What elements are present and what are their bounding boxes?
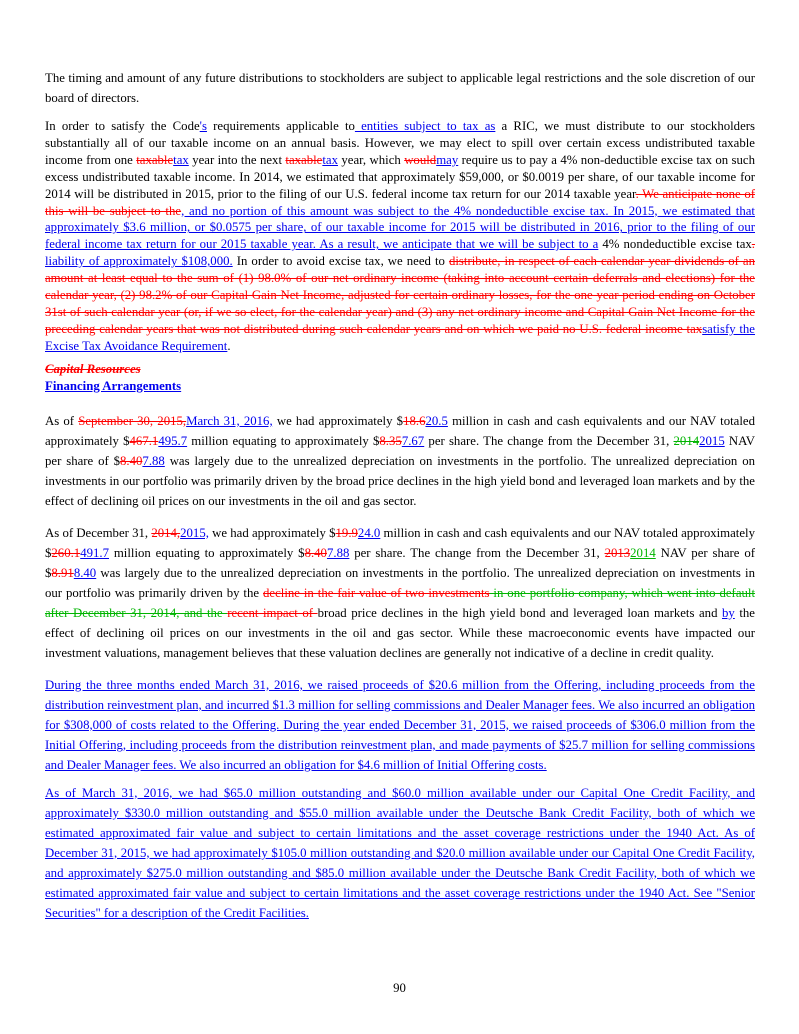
deleted-text-run: taxable [136, 152, 174, 167]
paragraph-nav-march-2016 [45, 411, 755, 511]
inserted-text-run: 2015 [699, 433, 725, 448]
deleted-text-run: 2014 [673, 433, 700, 448]
text-run: a RIC, we must distribute to our stockholders substantially all of our taxable income on an annual basis. However, we may elect to spill over certain excess undistributed taxable income from one [45, 119, 756, 167]
paragraph-credit-facilities [45, 783, 755, 923]
deleted-text-run: distribute, in respect of each calendar year dividends of an amount at least equal to the sum of (1) 98.0% of our net ordinary income (taking into account certain deferrals and elections) for the calendar year, (2) 98.2% of our Capital Gain Net Income, adjusted for certain ordinary losses, for the one year period ending on October 31st of such calendar year (or, if we so elect, for the calendar year) and (3) any net ordinary income and Capital Gain Net Income for the preceding calendar years that was not distributed during such calendar years and on which we paid no U.S. federal income tax [45, 254, 755, 336]
inserted-text-run: 495.7 [158, 433, 188, 448]
inserted-text-run: tax [322, 152, 338, 167]
text-run: million equating to approximately $ [109, 545, 305, 560]
inserted-text-run: , and no portion of this amount was subject to the 4% nondeductible excise tax. In 2015, we estimated that approximately $3.6 million, or $0.0575 per share, of our taxable income for 2015 will be distributed in 2016, prior to the filing of our federal income tax return for our 2015 taxable year. As a result, we anticipate that we will be subject to a [45, 203, 755, 252]
inserted-text-run: satisfy the Excise Tax Avoidance Requirement [45, 321, 755, 353]
deleted-text-run: 467.1 [129, 433, 159, 448]
inserted-text-run: As of March 31, 2016, we had $65.0 million outstanding and $60.0 million available under our Capital One Credit Facility, and approximately $330.0 million outstanding and $55.0 million available under the Deutsche Bank Credit Facility, both of which we estimated approximated fair value and subject to certain limitations and the asset coverage restrictions under the 1940 Act. As of December 31, 2015, we had approximately $105.0 million outstanding and $20.0 million available under our Capital One Credit Facility, and approximately $275.0 million outstanding and $85.0 million available under the Deutsche Bank Credit Facility, both of which we estimated approximated fair value and subject to certain limitations and the asset coverage restrictions under the 1940 Act. See "Senior Securities" for a description of the Credit Facilities. [45, 785, 755, 920]
inserted-text-run: entities subject to tax as [354, 119, 496, 133]
text-run: NAV per share of $ [45, 545, 755, 580]
text-run: 4% nondeductible excise tax [598, 237, 752, 252]
text-run: per share. The change from the December 31, [349, 545, 605, 560]
heading-capital-resources [45, 361, 755, 378]
inserted-text-run: 20.5 [425, 413, 448, 428]
text-run: we had approximately $ [272, 413, 404, 428]
deleted-text-run: 8.40 [120, 453, 143, 468]
deleted-text-run: 2013 [604, 545, 631, 560]
deleted-text-run: 8.91 [51, 565, 74, 580]
inserted-text-run: liability of approximately $108,000. [45, 254, 233, 269]
inserted-text-run: 491.7 [80, 545, 109, 560]
deleted-text-run: 18.6 [403, 413, 426, 428]
text-run: we had approximately $ [208, 525, 336, 540]
deleted-text-run: in one portfolio company, which went into default after December 31, 2014, and the [45, 585, 756, 620]
deleted-text-run: . [751, 237, 755, 252]
inserted-text-run: tax [173, 152, 189, 167]
inserted-text-run: 7.88 [142, 453, 165, 468]
deleted-text-run: September 30, 2015, [78, 413, 187, 428]
inserted-text-run: by [722, 605, 735, 620]
text-run: As of December 31, [45, 525, 152, 540]
paragraph-nav-december-2015 [45, 523, 755, 663]
text-run: the effect of declining oil prices on our investments in the oil and gas sector. While these macroeconomic events have impacted our investment valuations, management believes that these valuation declines are generally not indicative of a decline in credit quality. [45, 605, 755, 660]
deleted-text-run: 8.40 [304, 545, 327, 560]
inserted-text-run: 2015, [180, 525, 209, 540]
text-run: per share. The change from the December 31, [424, 433, 674, 448]
inserted-text-run: 2014 [630, 545, 656, 560]
text-run: As of [45, 413, 79, 428]
inserted-text-run: During the three months ended March 31, 2016, we raised proceeds of $20.6 million from the Offering, including proceeds from the distribution reinvestment plan, and incurred $1.3 million for selling commissions and Dealer Manager fees. We also incurred an obligation for $308,000 of costs related to the Offering. During the year ended December 31, 2015, we raised proceeds of $306.0 million from the Initial Offering, including proceeds from the distribution reinvestment plan, and made payments of $25.7 million for selling commissions and Dealer Manager fees. We also incurred an obligation for $4.6 million of Initial Offering costs. [45, 677, 755, 772]
text-run: requirements applicable to [206, 119, 355, 133]
text-run: require us to pay a 4% non-deductible excise tax on such excess undistributed taxable income. In 2014, we estimated that approximately $59,000, or $0.0019 per share, of our taxable income for 2014 will be distributed in 2015, prior to the filing of our U.S. federal income tax return for our 2014 taxable year [45, 152, 756, 201]
deleted-text-run: . We anticipate none of this will be subject to the [45, 186, 755, 218]
text-run: broad price declines in the high yield bond and leveraged loan markets and [317, 605, 723, 620]
paragraph-offering-proceeds [45, 675, 755, 775]
text-run: NAV per share of $ [45, 433, 755, 468]
page-number: 90 [393, 981, 406, 995]
heading-financing-arrangements [45, 378, 755, 395]
text-run: was largely due to the unrealized depreciation on investments in the portfolio. The unrealized depreciation on investments in our portfolio was primarily driven by the [45, 565, 755, 600]
text-run: The timing and amount of any future distributions to stockholders are subject to applicable legal restrictions and the sole discretion of our board of directors. [45, 71, 755, 105]
inserted-text-run: 7.67 [401, 433, 425, 448]
inserted-text-run: 's [199, 119, 207, 133]
deleted-text-run: 260.1 [51, 545, 81, 560]
text-run: In order to satisfy the Code [45, 119, 200, 133]
text-run: In order to avoid excise tax, we need to [232, 254, 449, 269]
deleted-text-run: 8.35 [379, 433, 402, 448]
deleted-text-run: taxable [285, 152, 323, 167]
deleted-text-run: decline in the fair value of two investments [263, 585, 490, 600]
paragraph-distributions-discretion [45, 68, 755, 108]
paragraph-excise-tax [45, 118, 755, 355]
text-run: year, which [338, 152, 405, 167]
deleted-text-run: 19.9 [335, 525, 358, 540]
text-run: was largely due to the unrealized depreciation on investments in the portfolio. The unrealized depreciation on investments in our portfolio was primarily driven by the broad price declines in the high yield bond and leveraged loan markets and by the effect of declining oil prices on our investments in the oil and gas sector. [45, 453, 755, 508]
inserted-text-run: 8.40 [73, 565, 97, 580]
text-run: year into the next [188, 152, 286, 167]
inserted-text-run: 7.88 [326, 545, 350, 560]
text-run: million in cash and cash equivalents and our NAV totaled approximately $ [45, 413, 756, 448]
deleted-text-run: Capital Resources [45, 361, 141, 376]
inserted-text-run: Financing Arrangements [45, 378, 182, 393]
inserted-text-run: 24.0 [357, 525, 381, 540]
text-run: . [227, 338, 231, 353]
deleted-text-run: recent impact of [227, 605, 318, 620]
deleted-text-run: 2014, [151, 525, 181, 540]
inserted-text-run: may [436, 152, 459, 167]
deleted-text-run: would [404, 152, 437, 167]
text-run: million equating to approximately $ [187, 433, 380, 448]
inserted-text-run: March 31, 2016, [186, 413, 273, 428]
text-run: million in cash and cash equivalents and our NAV totaled approximately $ [45, 525, 756, 560]
